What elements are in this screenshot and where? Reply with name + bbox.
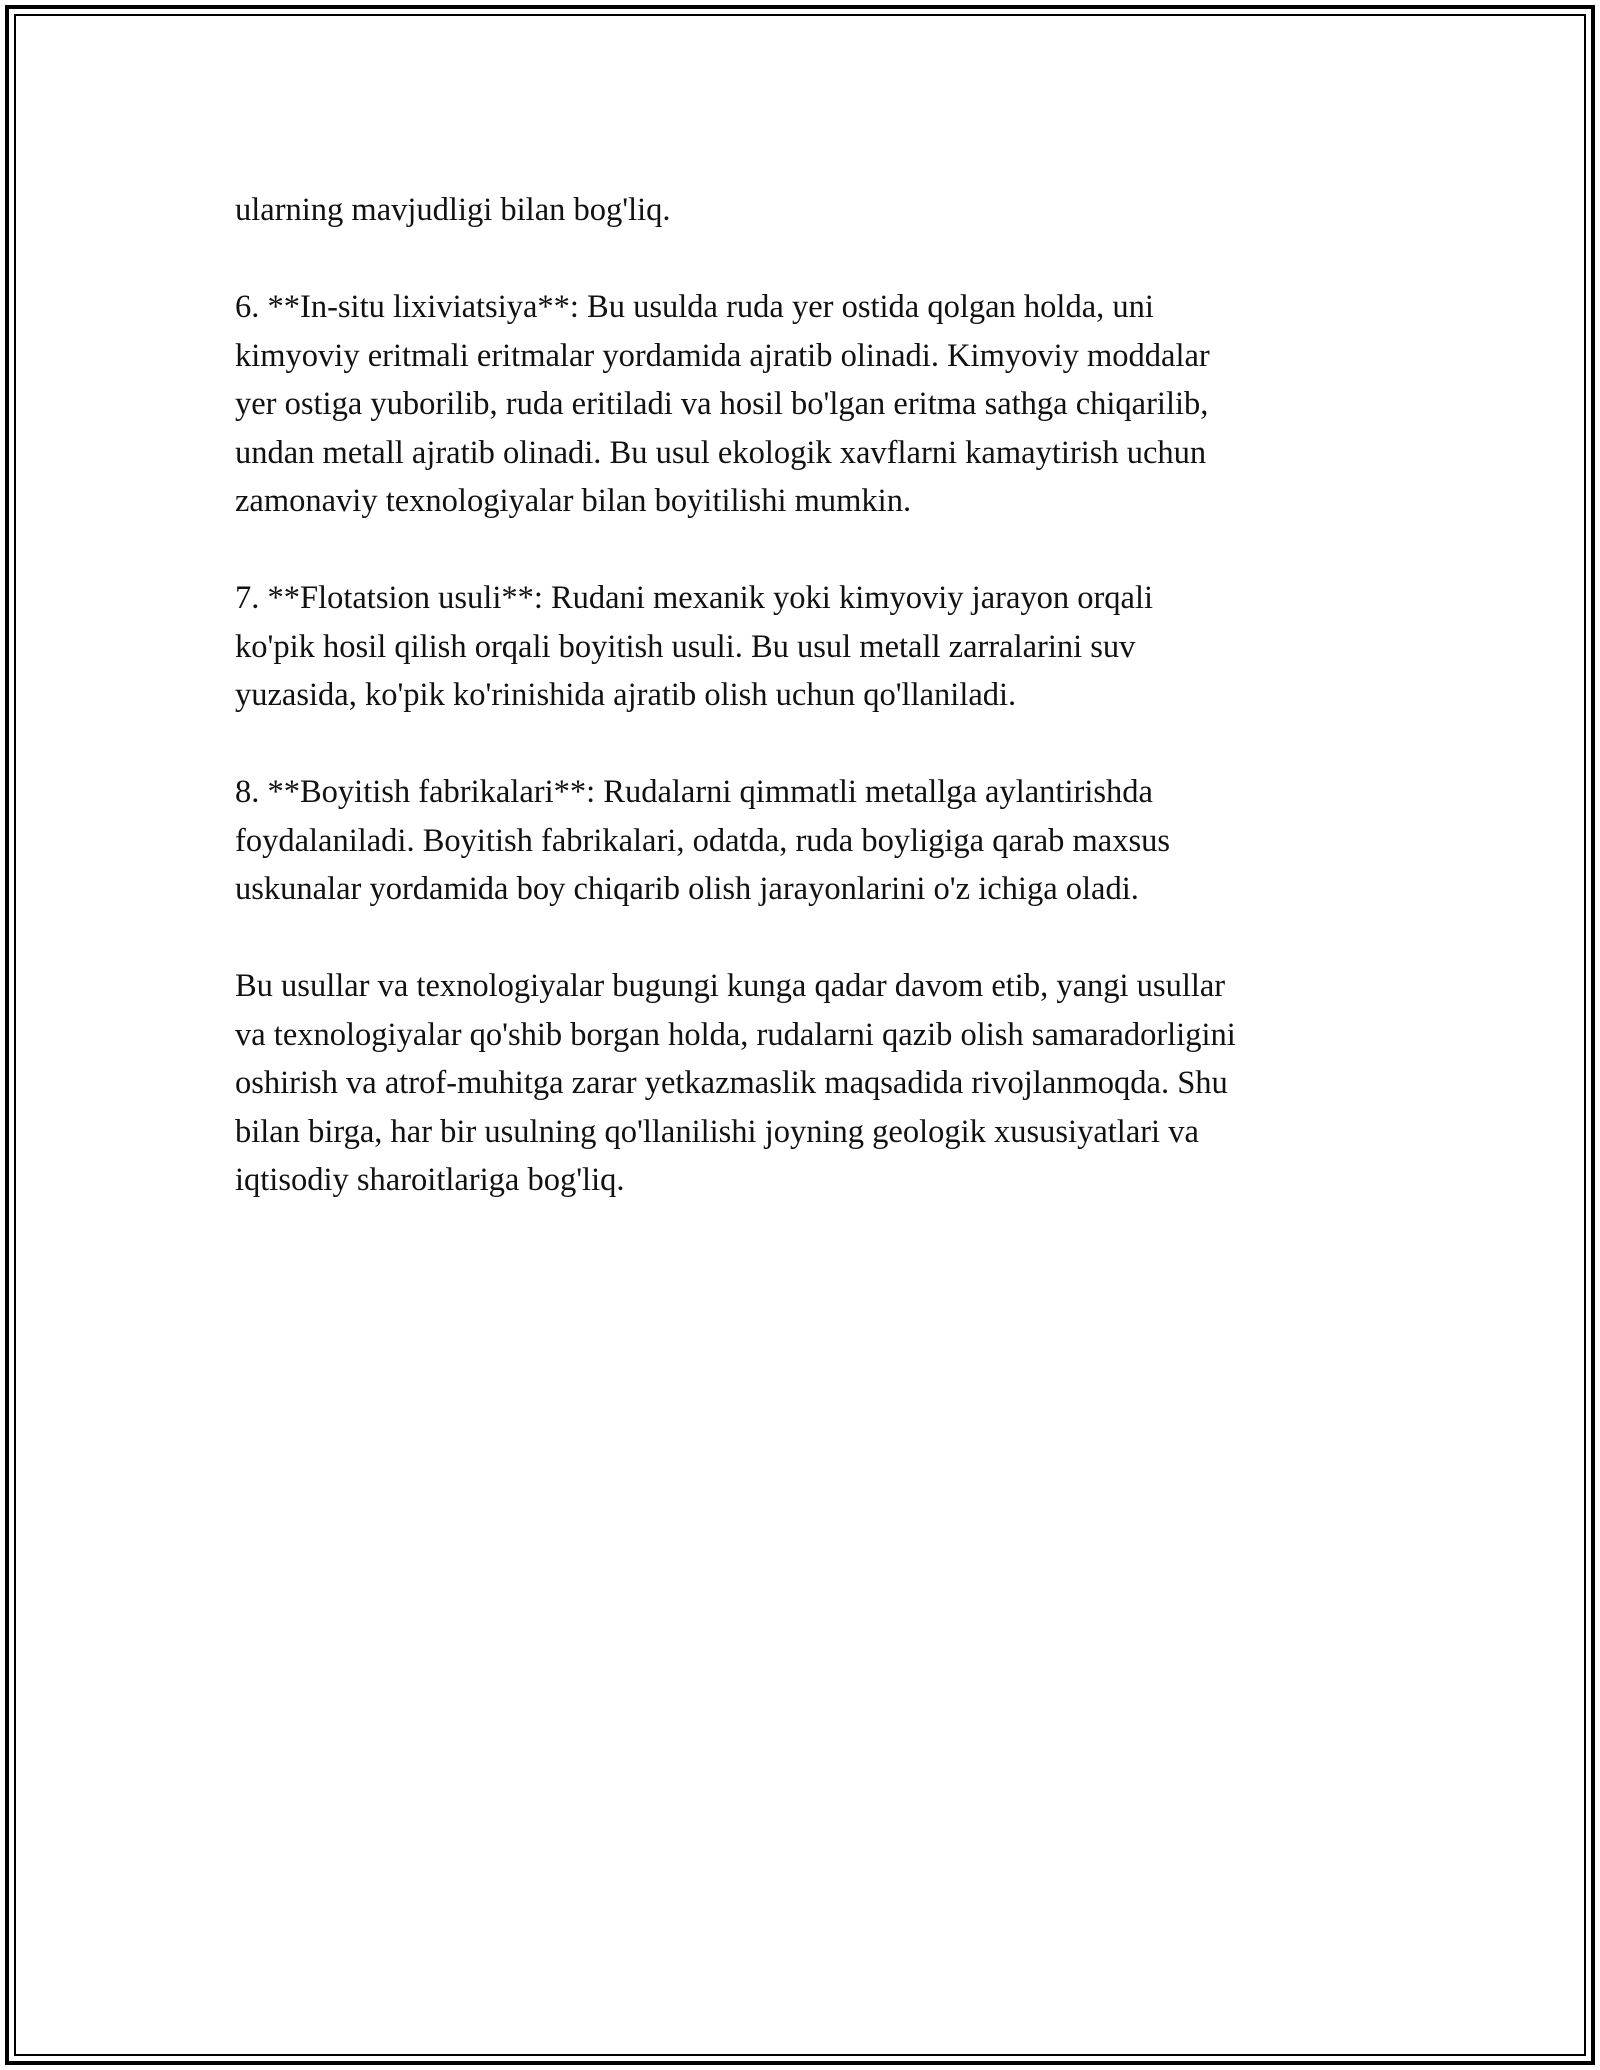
document-body (235, 186, 1385, 1253)
text-line: va texnologiyalar qo'shib borgan holda, rudalarni qazib olish samaradorligini (235, 1016, 1236, 1053)
paragraph-conclusion (235, 962, 1385, 1205)
text-line: iqtisodiy sharoitlariga bog'liq. (235, 1162, 625, 1198)
text-line: ko'pik hosil qilish orqali boyitish usuli. Bu usul metall zarralarini suv (235, 628, 1136, 665)
text-line: yer ostiga yuborilib, ruda eritiladi va hosil bo'lgan eritma sathga chiqarilib, (235, 386, 1209, 422)
paragraph-flotatsion-usuli (235, 574, 1385, 720)
text-line: 8. **Boyitish fabrikalari**: Rudalarni qimmatli metallga aylantirishda (235, 774, 1153, 810)
text-line: uskunalar yordamida boy chiqarib olish jarayonlarini o'z ichiga oladi. (235, 871, 1139, 907)
paragraph-boyitish-fabrikalari (235, 768, 1385, 914)
text-line: oshirish va atrof-muhitga zarar yetkazmaslik maqsadida rivojlanmoqda. Shu (235, 1065, 1228, 1101)
text-line: Bu usullar va texnologiyalar bugungi kunga qadar davom etib, yangi usullar (235, 968, 1226, 1004)
text-line: zamonaviy texnologiyalar bilan boyitilishi mumkin. (235, 483, 912, 519)
text-line: 7. **Flotatsion usuli**: Rudani mexanik yoki kimyoviy jarayon orqali (235, 580, 1154, 616)
paragraph-continuation (235, 186, 1385, 235)
text-line: undan metall ajratib olinadi. Bu usul ekologik xavflarni kamaytirish uchun (235, 434, 1207, 471)
paragraph-in-situ-lixiviatsiya (235, 283, 1385, 526)
text-line: yuzasida, ko'pik ko'rinishida ajratib olish uchun qo'llaniladi. (235, 677, 1017, 713)
text-line: ularning mavjudligi bilan bog'liq. (235, 192, 671, 228)
text-line: 6. **In-situ lixiviatsiya**: Bu usulda ruda yer ostida qolgan holda, uni (235, 289, 1154, 325)
text-line: kimyoviy eritmali eritmalar yordamida ajratib olinadi. Kimyoviy moddalar (235, 337, 1210, 374)
text-line: bilan birga, har bir usulning qo'llanilishi joyning geologik xususiyatlari va (235, 1113, 1199, 1150)
text-line: foydalaniladi. Boyitish fabrikalari, odatda, ruda boyligiga qarab maxsus (235, 822, 1171, 859)
